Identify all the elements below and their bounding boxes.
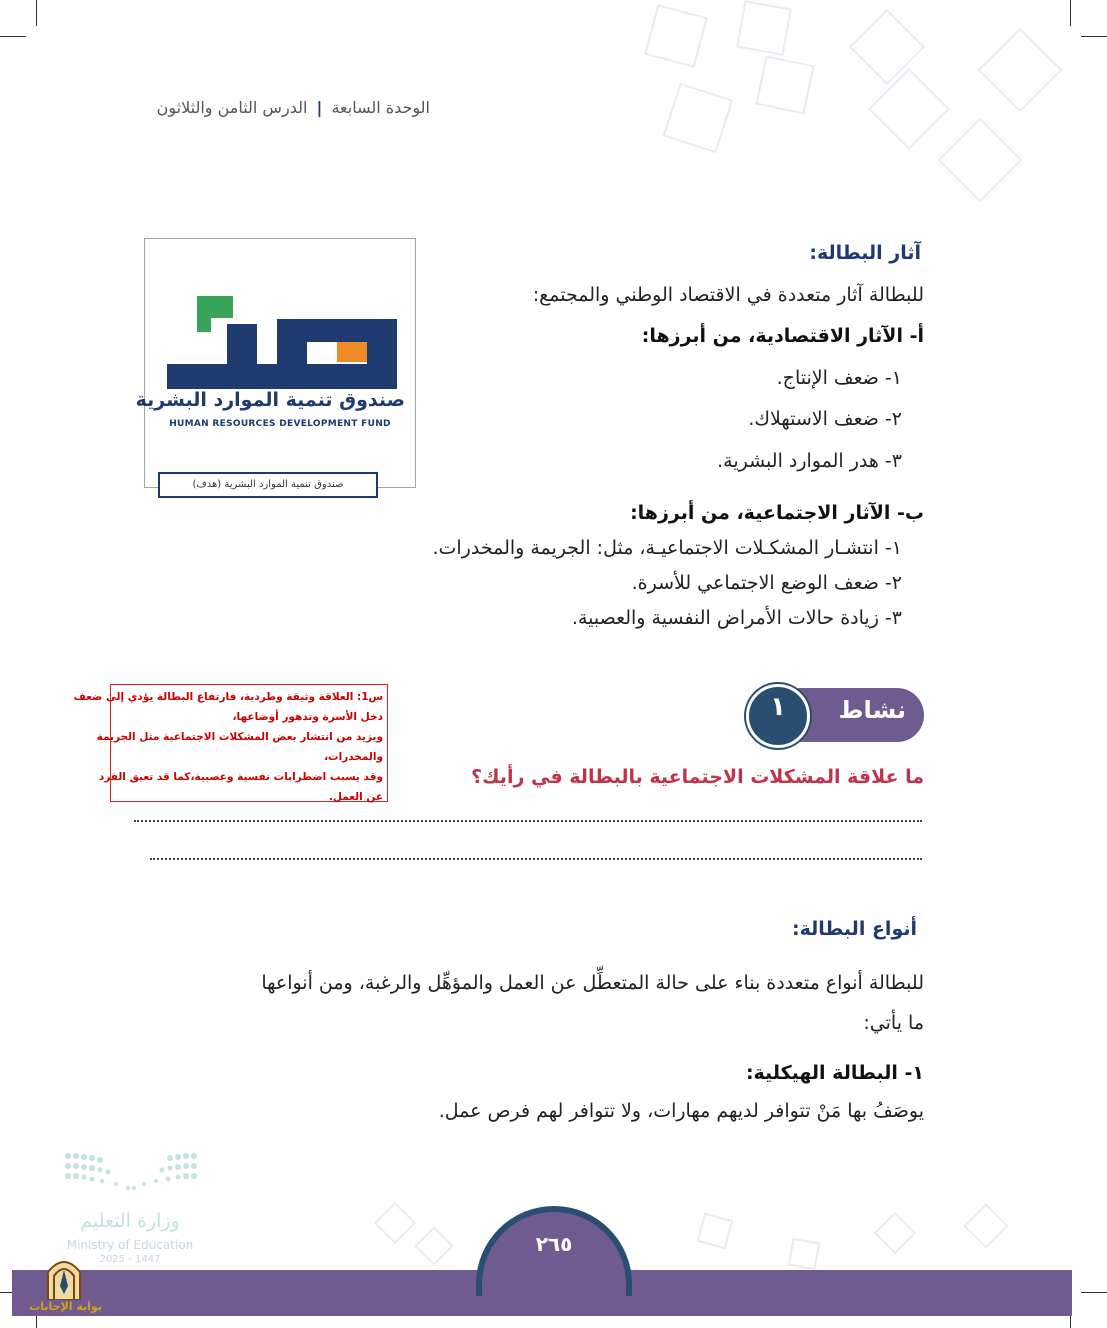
- decorative-shape: [874, 1212, 916, 1254]
- breadcrumb-unit: الوحدة السابعة: [331, 98, 430, 117]
- hadaf-logo-box: [135, 238, 416, 488]
- answer-line: والمخدرات،: [324, 751, 383, 763]
- activity-label: نشاط: [838, 696, 906, 724]
- economic-item: ١- ضعف الإنتاج.: [776, 367, 902, 389]
- answer-line: س1: العلاقة وثيقة وطردية، فارتفاع البطالة يؤدي إلى ضعف: [73, 691, 383, 703]
- logo-arabic-name: صندوق تنمية الموارد البشرية: [135, 389, 405, 411]
- decorative-shape: [978, 28, 1063, 113]
- ministry-dots-logo-icon: [62, 1150, 200, 1196]
- economic-item: ٣- هدر الموارد البشرية.: [717, 450, 902, 472]
- decorative-shape: [663, 83, 734, 154]
- breadcrumb-separator: |: [316, 98, 323, 117]
- answer-line: دخل الأسرة وتدهور أوضاعها،: [232, 711, 383, 723]
- logo-caption: صندوق تنمية الموارد البشرية (هدف): [158, 472, 378, 498]
- activity-question: ما علاقة المشكلات الاجتماعية بالبطالة في رأيك؟: [471, 766, 924, 788]
- decorative-shape: [755, 55, 814, 114]
- social-heading: ب- الآثار الاجتماعية، من أبرزها:: [630, 502, 924, 524]
- activity-badge: [746, 684, 924, 746]
- answer-line-dotted[interactable]: [134, 820, 922, 822]
- answer-box: [73, 684, 388, 803]
- social-item: ٣- زيادة حالات الأمراض النفسية والعصبية.: [571, 607, 902, 629]
- ministry-year: 2025 - 1447: [99, 1254, 161, 1265]
- decorative-shape: [736, 0, 792, 56]
- types-intro: للبطالة أنواع متعددة بناء على حالة المتعطِّل عن العمل والمؤهِّل والرغبة، ومن أنواعها: [261, 972, 924, 994]
- economic-heading: أ- الآثار الاقتصادية، من أبرزها:: [641, 325, 924, 347]
- answer-line: عن العمل.: [328, 791, 383, 803]
- answer-line: ويزيد من انتشار بعض المشكلات الاجتماعية مثل الجريمة: [96, 731, 383, 743]
- answer-line-dotted[interactable]: [150, 858, 922, 860]
- ministry-english-name: Ministry of Education: [66, 1238, 194, 1252]
- portal-name: بوابة الإجابات: [29, 1300, 102, 1313]
- social-item: ٢- ضعف الوضع الاجتماعي للأسرة.: [631, 572, 902, 594]
- crop-mark: [1081, 36, 1107, 37]
- social-item: ١- انتشـار المشكـلات الاجتماعيـة، مثل: الجريمة والمخدرات.: [432, 537, 902, 559]
- crop-mark: [1070, 0, 1071, 26]
- breadcrumb-lesson: الدرس الثامن والثلاثون: [156, 98, 308, 117]
- effects-intro: للبطالة آثار متعددة في الاقتصاد الوطني والمجتمع:: [532, 284, 924, 306]
- activity-number: ١: [770, 692, 786, 722]
- decorative-shape: [697, 1213, 734, 1250]
- ministry-arabic-name: وزارة التعليم: [80, 1210, 180, 1232]
- answer-line: وقد يسبب اضطرابات نفسية وعصبية،كما قد تعيق الفرد: [98, 771, 383, 783]
- page-number: ٢٦٥: [535, 1232, 573, 1256]
- portal-logo-icon: [44, 1256, 84, 1300]
- decorative-shape: [374, 1202, 416, 1244]
- crop-mark: [0, 36, 26, 37]
- breadcrumb: [130, 98, 430, 117]
- structural-heading: ١- البطالة الهيكلية:: [745, 1062, 924, 1084]
- logo-english-name: HUMAN RESOURCES DEVELOPMENT FUND: [169, 419, 391, 429]
- decorative-shape: [788, 1238, 820, 1270]
- decorative-shape: [963, 1203, 1008, 1248]
- decorative-shape: [414, 1226, 454, 1266]
- effects-heading: آثار البطالة:: [809, 242, 921, 264]
- types-intro: ما يأتي:: [863, 1012, 924, 1034]
- decorative-shape: [938, 118, 1023, 203]
- structural-description: يوصَفُ بها مَنْ تتوافر لديهم مهارات، ولا تتوافر لهم فرص عمل.: [438, 1100, 924, 1122]
- crop-mark: [1081, 1292, 1107, 1293]
- economic-item: ٢- ضعف الاستهلاك.: [748, 408, 902, 430]
- decorative-shape: [644, 4, 708, 68]
- hadaf-logo-icon: [167, 294, 397, 389]
- decorative-shape: [868, 68, 950, 150]
- types-heading: أنواع البطالة:: [792, 918, 917, 940]
- crop-mark: [36, 0, 37, 26]
